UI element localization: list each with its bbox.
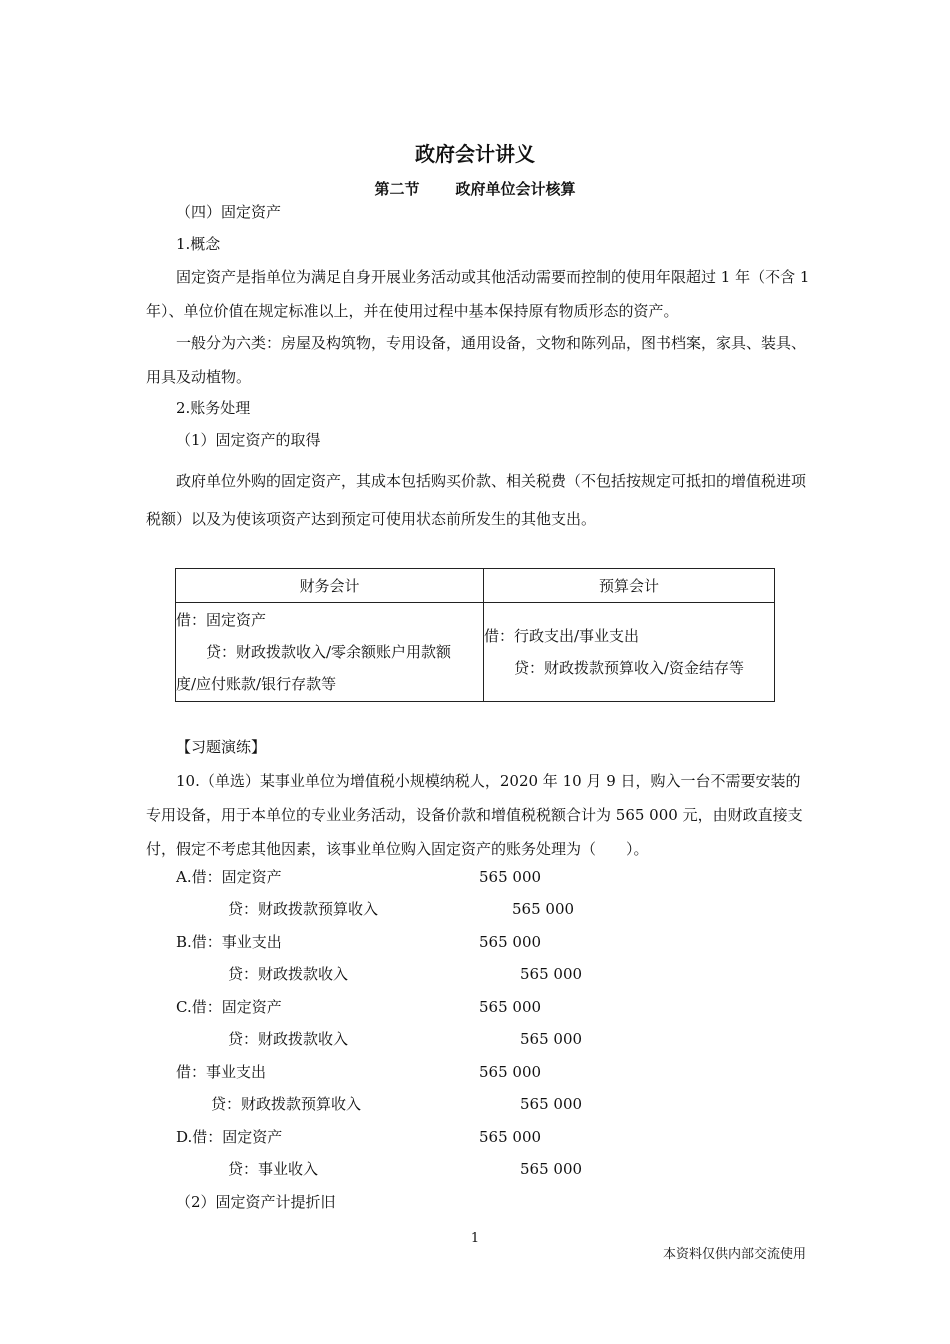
option-c-extra-credit: 贷：财政拨款预算收入 (211, 1095, 362, 1113)
option-c-credit: 贷：财政拨款收入 (228, 1030, 349, 1048)
financial-entry (176, 603, 484, 702)
page-number: 1 (470, 1231, 480, 1246)
option-d-credit: 贷：事业收入 (228, 1160, 319, 1178)
budget-entry (484, 603, 775, 702)
option-d-credit-amount: 565 000 (520, 1160, 583, 1178)
concept-paragraph: 固定资产是指单位为满足自身开展业务活动或其他活动需要而控制的使用年限超过 1 年（不含 1 年）、单位价值在规定标准以上，并在使用过程中基本保持原有物质形态的资产。 (146, 268, 810, 320)
exercise-heading: 【习题演练】 (176, 738, 267, 756)
table-row (176, 603, 775, 702)
section-label: 第二节 (374, 180, 420, 198)
item-concept: 1.概念 (176, 235, 221, 253)
option-a-amount: 565 000 (479, 868, 542, 886)
financial-credit-cont: 度/应付账款/银行存款等 (176, 675, 337, 693)
option-a-credit: 贷：财政拨款预算收入 (228, 900, 379, 918)
financial-debit: 借：固定资产 (176, 611, 267, 629)
document-title: 政府会计讲义 (415, 142, 535, 166)
option-b-amount: 565 000 (479, 933, 542, 951)
sub-depreciation: （2）固定资产计提折旧 (176, 1193, 336, 1211)
option-c-amount: 565 000 (479, 998, 542, 1016)
option-c-extra-debit: 借：事业支出 (176, 1063, 267, 1081)
heading-fixed-assets: （四）固定资产 (176, 203, 282, 221)
option-d-amount: 565 000 (479, 1128, 542, 1146)
section-heading (0, 179, 950, 199)
table-header-row (176, 569, 775, 603)
footer-note: 本资料仅供内部交流使用 (662, 1247, 806, 1262)
question-text: 10.（单选）某事业单位为增值税小规模纳税人，2020 年 10 月 9 日，购入一台不需要安装的专用设备，用于本单位的专业业务活动，设备价款和增值税税额合计为 565 000 元，由财政直接支付，假定不考虑其他因素，该事业单位购入固定资产的账务处理为（ ）。 (146, 772, 803, 858)
header-budget: 预算会计 (484, 569, 775, 603)
item-accounting: 2.账务处理 (176, 399, 251, 417)
sub-acquisition: （1）固定资产的取得 (176, 431, 321, 449)
accounting-table (175, 568, 775, 702)
option-a-credit-amount: 565 000 (512, 900, 575, 918)
option-c-extra-amount: 565 000 (479, 1063, 542, 1081)
option-c-extra-credit-amount: 565 000 (520, 1095, 583, 1113)
header-financial: 财务会计 (176, 569, 484, 603)
option-b-debit: B.借：事业支出 (176, 933, 282, 951)
option-c-debit: C.借：固定资产 (176, 998, 282, 1016)
option-b-credit-amount: 565 000 (520, 965, 583, 983)
option-a-debit: A.借：固定资产 (176, 868, 282, 886)
purchase-paragraph: 政府单位外购的固定资产，其成本包括购买价款、相关税费（不包括按规定可抵扣的增值税进项税额）以及为使该项资产达到预定可使用状态前所发生的其他支出。 (146, 472, 807, 528)
budget-credit: 贷：财政拨款预算收入/资金结存等 (514, 659, 745, 677)
budget-debit: 借：行政支出/事业支出 (484, 627, 640, 645)
option-c-credit-amount: 565 000 (520, 1030, 583, 1048)
option-d-debit: D.借：固定资产 (176, 1128, 283, 1146)
categories-paragraph: 一般分为六类：房屋及构筑物，专用设备，通用设备，文物和陈列品，图书档案，家具、装具、用具及动植物。 (146, 334, 807, 386)
section-title: 政府单位会计核算 (455, 180, 576, 198)
option-b-credit: 贷：财政拨款收入 (228, 965, 349, 983)
financial-credit: 贷：财政拨款收入/零余额账户用款额 (206, 643, 452, 661)
